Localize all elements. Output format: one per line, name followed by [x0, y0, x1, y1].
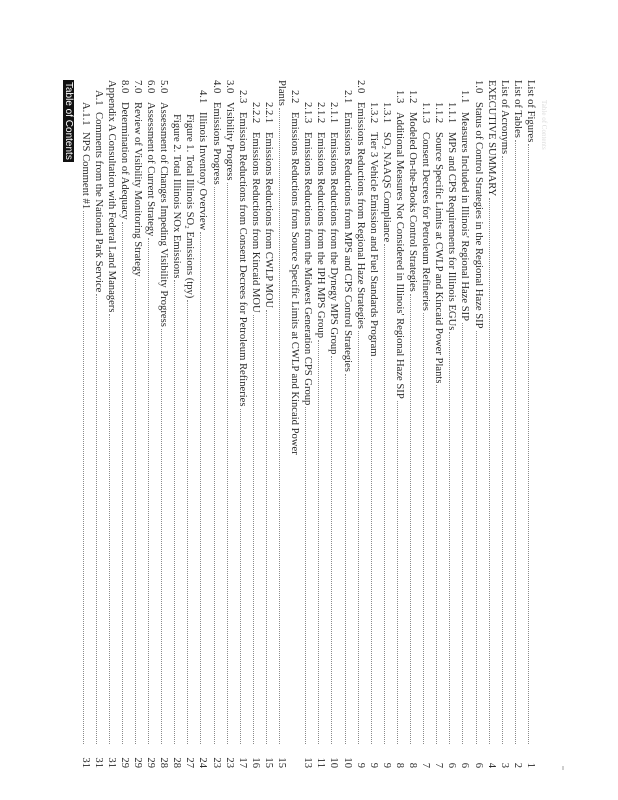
toc-entry	[92, 80, 104, 768]
toc-entry-page: 2	[511, 762, 523, 768]
toc-entry-page: 6	[446, 762, 458, 768]
toc-entry-label: Appendix A Consultation with Federal Land Managers	[105, 80, 117, 313]
toc-entry-number: 1.1.2	[433, 102, 445, 124]
faint-header: Table of Contents	[540, 100, 548, 150]
toc-entry-label: Consent Decrees for Petroleum Refineries	[420, 132, 432, 311]
toc-dot-leader	[240, 409, 241, 745]
toc-entry-page: 28	[171, 757, 183, 768]
toc-entry-label: Status of Control Strategies in the Regional Haze SIP	[472, 102, 484, 329]
toc-entry-number: 2.1.3	[302, 102, 314, 124]
toc-entry	[406, 80, 418, 768]
toc-entry-page: 8	[407, 762, 419, 768]
toc-dot-leader	[148, 238, 149, 744]
toc-entry-page: 13	[302, 757, 314, 768]
toc-entry-label: Visibility Progress	[223, 102, 235, 181]
toc-entry	[118, 80, 130, 768]
toc-entry	[380, 80, 392, 768]
toc-entry-label: Emissions Progress	[210, 102, 222, 185]
toc-dot-leader	[161, 329, 162, 744]
toc-dot-leader	[305, 407, 306, 744]
toc-entry	[105, 80, 117, 768]
toc-entry	[262, 80, 274, 768]
toc-entry-page: 15	[276, 757, 288, 768]
toc-dot-leader	[463, 323, 464, 744]
toc-entry	[131, 80, 143, 768]
toc-entry-label: Source Specific Limits at CWLP and Kincaid Power Plants	[433, 132, 445, 384]
toc-dot-leader	[384, 244, 385, 744]
toc-entry	[432, 80, 444, 768]
toc-entry-label: Modeled On-the-Books Control Strategies	[407, 112, 419, 292]
toc-entry-page: 15	[263, 757, 274, 768]
table-of-contents	[50, 80, 550, 800]
toc-entry-label: Plants	[276, 80, 288, 106]
toc-dot-leader	[318, 340, 319, 744]
toc-entry-number: 2.3	[236, 90, 248, 104]
toc-header-tag: Table of Contents	[63, 82, 74, 160]
toc-entry-label: EXECUTIVE SUMMARY	[485, 80, 497, 197]
toc-dot-leader	[122, 222, 123, 744]
toc-entry	[328, 80, 340, 768]
toc-entry-page: 10	[328, 757, 340, 768]
toc-entry-label: List of Tables	[511, 80, 523, 138]
toc-entry	[354, 80, 366, 768]
toc-entry	[301, 80, 313, 768]
toc-entry	[236, 80, 248, 768]
toc-entry-number: 5.0	[158, 80, 170, 94]
toc-entry-number: 1.1.3	[420, 102, 432, 124]
toc-dot-leader	[96, 294, 97, 744]
toc-entry	[157, 80, 169, 768]
toc-entry-page: 6	[459, 762, 471, 768]
toc-entry	[223, 80, 235, 768]
toc-entry-page: 10	[341, 757, 353, 768]
toc-entry-page: 16	[249, 757, 261, 768]
toc-entry-page: 17	[236, 757, 248, 768]
toc-dot-leader	[502, 156, 503, 744]
toc-entry-page: 8	[394, 762, 405, 768]
toc-dot-leader	[266, 310, 267, 744]
toc-entry-page: 11	[315, 757, 327, 768]
toc-dot-leader	[135, 279, 136, 744]
toc-entry	[485, 80, 497, 768]
toc-entry-page: 23	[210, 757, 222, 768]
toc-entry	[419, 80, 431, 768]
toc-dot-leader	[371, 359, 372, 744]
toc-dot-leader	[436, 385, 437, 744]
toc-entry-label: Measures Included in Illinois' Regional Haze SIP	[459, 112, 471, 322]
toc-entry-number: 2.2.1	[263, 102, 274, 124]
toc-entry-label: Illinois Inventory Overview	[197, 112, 209, 231]
toc-entry-page: 7	[420, 762, 432, 768]
toc-dot-leader	[397, 401, 398, 744]
toc-entry	[367, 80, 379, 768]
toc-entry-number: 2.0	[354, 80, 366, 94]
toc-entry-label: List of Acronyms	[498, 80, 510, 155]
toc-entry	[210, 80, 222, 768]
toc-dot-leader	[410, 294, 411, 744]
toc-entry-page: 29	[132, 757, 143, 768]
toc-entry	[144, 80, 156, 768]
toc-entry	[170, 80, 182, 768]
toc-entry-label: Figure 1. Total Illinois SO₂ Emissions (tpy)	[184, 114, 196, 299]
toc-dot-leader	[345, 374, 346, 744]
toc-entry-page: 24	[197, 757, 209, 768]
toc-entry-number: 1.3.1	[380, 102, 392, 124]
toc-entry	[314, 80, 326, 768]
toc-dot-leader	[358, 331, 359, 744]
toc-entry-label: Assessment of Changes Impeding Visibility Progress	[158, 102, 170, 327]
toc-entry-label: List of Figures	[525, 80, 536, 143]
toc-entry-label: Figure 2. Total Illinois NOx Emissions	[171, 114, 183, 279]
toc-entry-label: Review of Visibility Monitoring Strategy	[132, 102, 143, 277]
toc-entry-page: 29	[145, 757, 157, 768]
toc-dot-leader	[423, 313, 424, 744]
toc-entry-label: Assessment of Current Strategy	[145, 102, 157, 237]
toc-entry	[472, 80, 484, 768]
toc-dot-leader	[528, 144, 529, 744]
toc-entry-label: Emissions Reductions from Regional Haze Strategies	[354, 102, 366, 329]
toc-entry-number: A.1.1	[79, 102, 91, 126]
toc-entry-number: 2.2	[289, 90, 301, 104]
toc-dot-leader	[214, 187, 215, 744]
toc-entry	[393, 80, 405, 768]
toc-entry-page: 31	[92, 757, 104, 768]
toc-dot-leader	[476, 331, 477, 744]
toc-entry-page: 6	[472, 762, 484, 768]
toc-entry-number: 3.0	[223, 80, 235, 94]
toc-entry-number: 2.1.2	[315, 102, 327, 124]
toc-entry-page: 31	[105, 757, 117, 768]
toc-dot-leader	[449, 332, 450, 744]
toc-entry	[459, 80, 471, 768]
toc-dot-leader	[109, 314, 110, 744]
toc-entry-page: 9	[354, 762, 366, 768]
toc-entry-label: Additional Measures Not Considered in Illinois' Regional Haze SIP	[394, 112, 405, 399]
toc-entry-page: 23	[223, 757, 235, 768]
toc-entry-label: Emissions Reductions from the IPH MPS Group	[315, 132, 327, 338]
toc-entry-number: 1.1	[459, 90, 471, 104]
toc-entry-page: 9	[367, 762, 379, 768]
toc-entry-page: 4	[485, 762, 497, 768]
toc-entry	[341, 80, 353, 768]
toc-entry	[511, 80, 523, 768]
scan-speck	[562, 766, 564, 770]
toc-entry-number: 1.3.2	[367, 102, 379, 124]
toc-entry-label: Emissions Reductions from MPS and CPS Control Strategies	[341, 112, 353, 372]
toc-entry-number: 2.2.2	[249, 102, 261, 124]
toc-dot-leader	[187, 300, 188, 744]
toc-entry-number: 4.0	[210, 80, 222, 94]
toc-entry-label: SO₂ NAAQS Compliance	[380, 132, 392, 243]
toc-entry-page: 3	[498, 762, 510, 768]
toc-dot-leader	[83, 211, 84, 744]
toc-entry-label: NPS Comment #1	[79, 132, 91, 210]
toc-entry	[197, 80, 209, 768]
toc-entry-number: 4.1	[197, 90, 209, 104]
toc-entry-number: 2.1.1	[328, 102, 340, 124]
toc-entry-page: 29	[118, 757, 130, 768]
toc-entry	[249, 80, 261, 768]
toc-entry	[79, 80, 91, 768]
toc-entry-label: Emissions Reductions from CWLP MOU	[263, 132, 274, 309]
toc-entry	[183, 80, 195, 768]
toc-entry-number: 2.1	[341, 90, 353, 104]
toc-entry	[275, 80, 287, 768]
toc-entry-number: 1.2	[407, 90, 419, 104]
toc-entry-page: 9	[380, 762, 392, 768]
toc-entry-number: 8.0	[118, 80, 130, 94]
toc-entry-page: 7	[433, 762, 445, 768]
toc-entry-label: Emissions Reductions from the Midwest Generation CPS Group	[302, 132, 314, 406]
toc-dot-leader	[227, 183, 228, 744]
toc-entry-number: 1.0	[472, 80, 484, 94]
toc-entry-label: Tier 3 Vehicle Emission and Fuel Standards Program	[367, 132, 379, 357]
toc-entry-label: Emissions Reductions from Kincaid MOU	[249, 132, 261, 313]
toc-entry	[288, 80, 300, 768]
toc-entry	[445, 80, 457, 768]
toc-entry-number: A.1	[92, 90, 104, 106]
toc-entry-page: 1	[525, 762, 536, 768]
toc-entry-number: 7.0	[132, 80, 143, 94]
toc-dot-leader	[332, 356, 333, 744]
toc-dot-leader	[174, 280, 175, 744]
toc-dot-leader	[279, 108, 280, 744]
toc-dot-leader	[515, 140, 516, 744]
toc-dot-leader	[489, 198, 490, 744]
toc-entry-number: 1.1.1	[446, 102, 458, 124]
toc-entry-label: MPS and CPS Requirements for Illinois EGUs	[446, 132, 458, 331]
toc-entry-number: 6.0	[145, 80, 157, 94]
toc-entry	[498, 80, 510, 768]
toc-entry-label: Emissions Reductions from the Dynegy MPS Group	[328, 132, 340, 355]
toc-entry-label: Determination of Adequacy	[118, 102, 130, 220]
toc-entry-label: Emission Reductions from Consent Decrees for Petroleum Refineries	[236, 112, 248, 407]
toc-entry-label: Emissions Reductions from Source Specific Limits at CWLP and Kincaid Power	[289, 112, 301, 455]
toc-entry-page: 27	[184, 757, 196, 768]
toc-entry-label: Comments from the National Park Service	[92, 112, 104, 293]
toc-entry-page: 31	[79, 757, 91, 768]
toc-dot-leader	[201, 232, 202, 744]
toc-entry-number: 1.3	[394, 90, 405, 104]
toc-dot-leader	[253, 315, 254, 744]
toc-entry	[524, 80, 536, 768]
toc-entry-page: 28	[158, 757, 170, 768]
